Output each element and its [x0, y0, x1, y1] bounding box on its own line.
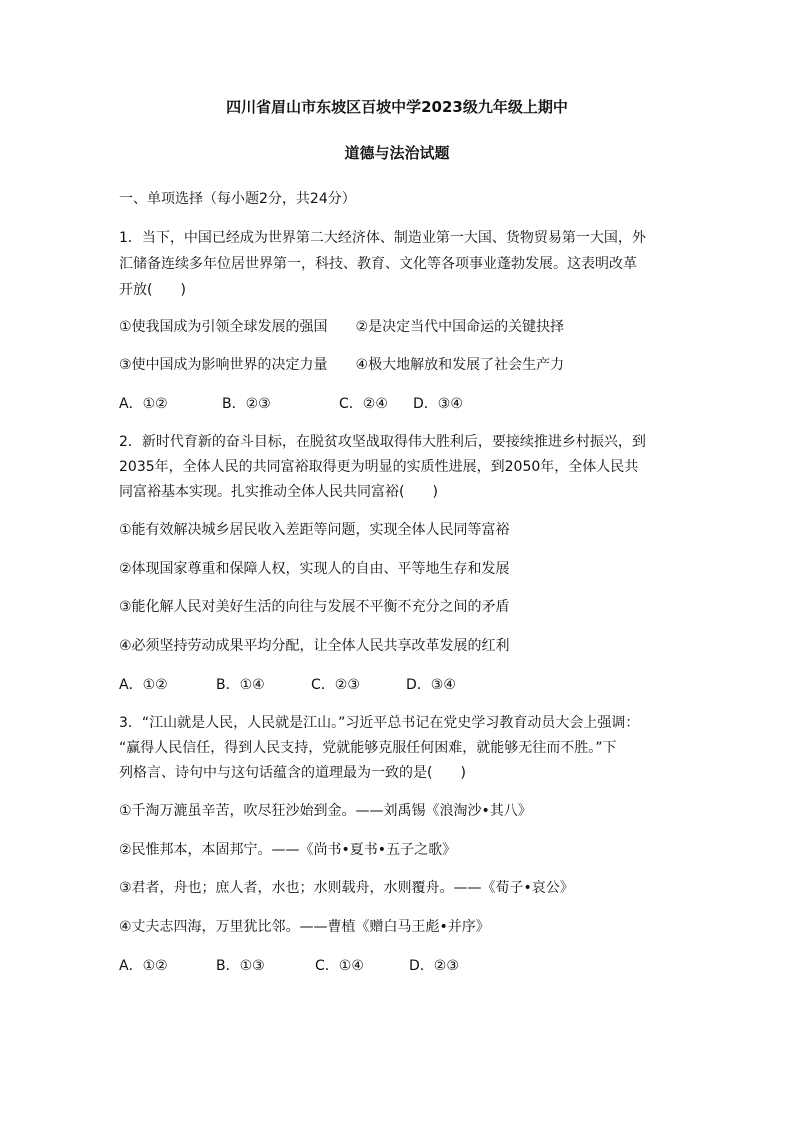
- question-1-statement-2: ③使中国成为影响世界的决定力量 ④极大地解放和发展了社会生产力: [119, 357, 565, 373]
- question-2-option-a: A．①②: [119, 677, 168, 693]
- question-3-option-b: B．①③: [216, 958, 265, 974]
- question-3-statement-1: ①千淘万漉虽辛苦，吹尽狂沙始到金。——刘禹锡《浪淘沙•其八》: [119, 803, 532, 819]
- section-heading: 一、单项选择（每小题2分，共24分）: [119, 191, 356, 207]
- question-1-stem-line-1: 1．当下，中国已经成为世界第二大经济体、制造业第一大国、货物贸易第一大国，外: [119, 230, 646, 246]
- question-2-stem-line-2: 2035年，全体人民的共同富裕取得更为明显的实质性进展，到2050年，全体人民共: [119, 459, 639, 475]
- question-3-stem-line-3: 列格言、诗句中与这句话蕴含的道理最为一致的是( ): [119, 765, 466, 781]
- question-2-statement-1: ①能有效解决城乡居民收入差距等问题，实现全体人民同等富裕: [119, 522, 510, 538]
- question-3-statement-3: ③君者，舟也；庶人者，水也；水则载舟，水则覆舟。——《荀子•哀公》: [119, 880, 574, 896]
- exam-title: 四川省眉山市东坡区百坡中学2023级九年级上期中: [226, 98, 568, 116]
- question-3-option-d: D．②③: [409, 958, 459, 974]
- question-2-option-d: D．③④: [406, 677, 456, 693]
- question-2-statement-3: ③能化解人民对美好生活的向往与发展不平衡不充分之间的矛盾: [119, 599, 510, 615]
- question-3-stem-line-1: 3．“江山就是人民，人民就是江山。”习近平总书记在党史学习教育动员大会上强调：: [119, 715, 640, 731]
- question-1-stem-line-2: 汇储备连续多年位居世界第一，科技、教育、文化等各项事业蓬勃发展。这表明改革: [119, 256, 637, 272]
- question-2-stem-line-3: 同富裕基本实现。扎实推动全体人民共同富裕( ): [119, 484, 438, 500]
- question-1-stem-line-3: 开放( ): [119, 282, 186, 298]
- question-3-option-c: C．①④: [315, 958, 364, 974]
- exam-subtitle: 道德与法治试题: [344, 144, 450, 162]
- question-1-option-c: C．②④: [339, 396, 388, 412]
- question-1-statement-1: ①使我国成为引领全球发展的强国 ②是决定当代中国命运的关键抉择: [119, 319, 565, 335]
- question-3-stem-line-2: “赢得人民信任，得到人民支持，党就能够克服任何困难，就能够无往而不胜。”下: [119, 740, 617, 756]
- question-2-statement-4: ④必须坚持劳动成果平均分配，让全体人民共享改革发展的红利: [119, 638, 510, 654]
- question-2-stem-line-1: 2．新时代育新的奋斗目标，在脱贫攻坚战取得伟大胜利后，要接续推进乡村振兴，到: [119, 434, 646, 450]
- question-2-option-c: C．②③: [311, 677, 360, 693]
- question-1-option-a: A．①②: [119, 396, 168, 412]
- question-3-statement-4: ④丈夫志四海，万里犹比邻。——曹植《赠白马王彪•并序》: [119, 919, 490, 935]
- question-2-option-b: B．①④: [216, 677, 265, 693]
- question-3-statement-2: ②民惟邦本，本固邦宁。——《尚书•夏书•五子之歌》: [119, 842, 457, 858]
- question-1-option-d: D．③④: [413, 396, 463, 412]
- question-2-statement-2: ②体现国家尊重和保障人权，实现人的自由、平等地生存和发展: [119, 561, 510, 577]
- question-1-option-b: B．②③: [222, 396, 271, 412]
- question-3-option-a: A．①②: [119, 958, 168, 974]
